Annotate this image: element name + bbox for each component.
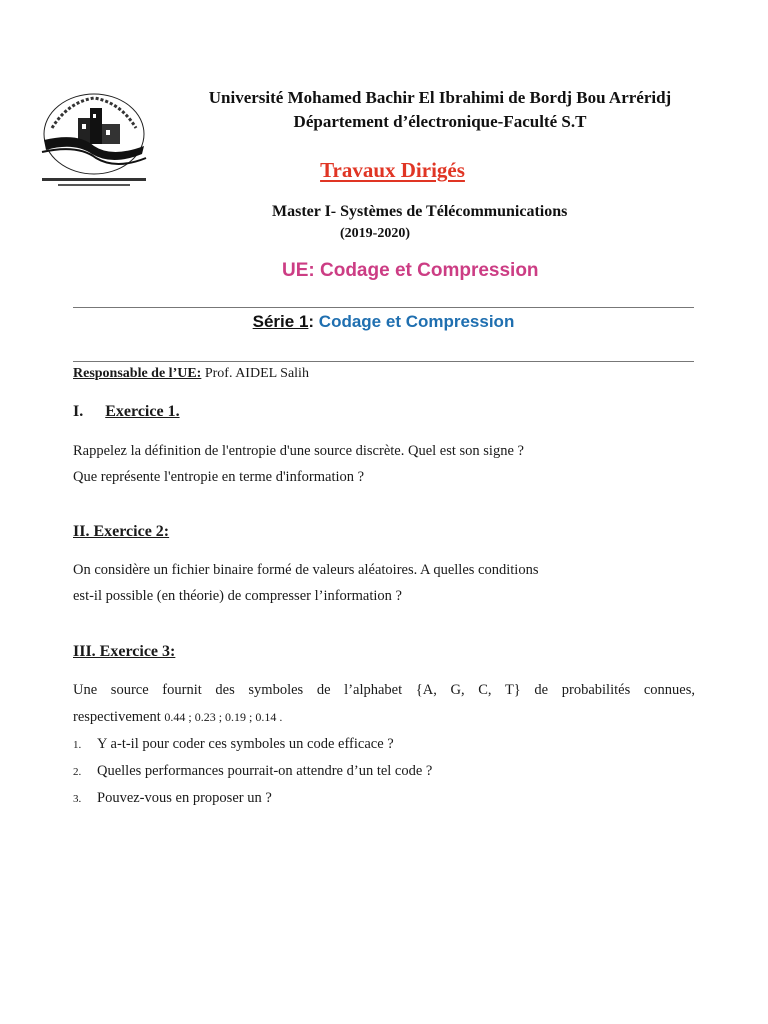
exercise-2-heading [73,523,169,541]
exercise-2-line-1: On considère un fichier binaire formé de valeurs aléatoires. A quelles conditions [73,562,539,578]
program-name: Master I- Systèmes de Télécommunications [272,203,568,220]
serie-label: Série 1 [252,312,309,331]
serie-heading [73,312,694,332]
document-title: Travaux Dirigés [320,158,465,182]
university-logo [38,88,150,190]
exercise-1-line-1: Rappelez la définition de l'entropie d'une source discrète. Quel est son signe ? [73,443,524,459]
question-number-3: 3. [73,793,82,805]
exercise-2-line-2: est-il possible (en théorie) de compresser l’information ? [73,588,402,604]
academic-year: (2019-2020) [340,226,410,241]
exercise-3-line-1: Une source fournit des symboles de l’alphabet {A, G, C, T} de probabilités connues, [73,682,695,698]
exercise-3-title: III. Exercice 3: [73,643,176,660]
probabilities: 0.44 ; 0.23 ; 0.19 ; 0.14 . [164,710,283,724]
question-item-1 [73,736,394,753]
exercise-1-title: Exercice 1. [105,403,180,420]
exercise-1-heading [73,403,180,421]
department-name: Département d’électronique-Faculté S.T [293,112,587,131]
responsable-label: Responsable de l’UE: [73,366,202,381]
serie-separator: : [308,312,319,331]
ue-title: UE: Codage et Compression [282,260,539,281]
exercise-3-line-2-text: respectivement [73,709,165,725]
university-name: Université Mohamed Bachir El Ibrahimi de Bordj Bou Arréridj [208,88,672,107]
exercise-3-line-2 [73,704,282,730]
exercise-2-title: II. Exercice 2: [73,523,170,540]
serie-title: Codage et Compression [318,312,515,331]
exercise-1-line-2: Que représente l'entropie en terme d'information ? [73,469,365,485]
exercise-1-number: I. [73,403,84,420]
question-text-3: Pouvez-vous en proposer un ? [97,790,272,806]
question-text-2: Quelles performances pourrait-on attendre d’un tel code ? [97,763,433,779]
question-number-1: 1. [73,739,82,751]
question-item-2 [73,763,432,780]
exercise-3-heading [73,643,175,661]
question-item-3 [73,790,272,807]
responsable-name: Prof. AIDEL Salih [201,366,309,381]
top-divider [73,307,694,308]
question-text-1: Y a-t-il pour coder ces symboles un code efficace ? [97,736,394,752]
bottom-divider [73,361,694,362]
responsable-line [73,366,309,382]
question-number-2: 2. [73,766,82,778]
